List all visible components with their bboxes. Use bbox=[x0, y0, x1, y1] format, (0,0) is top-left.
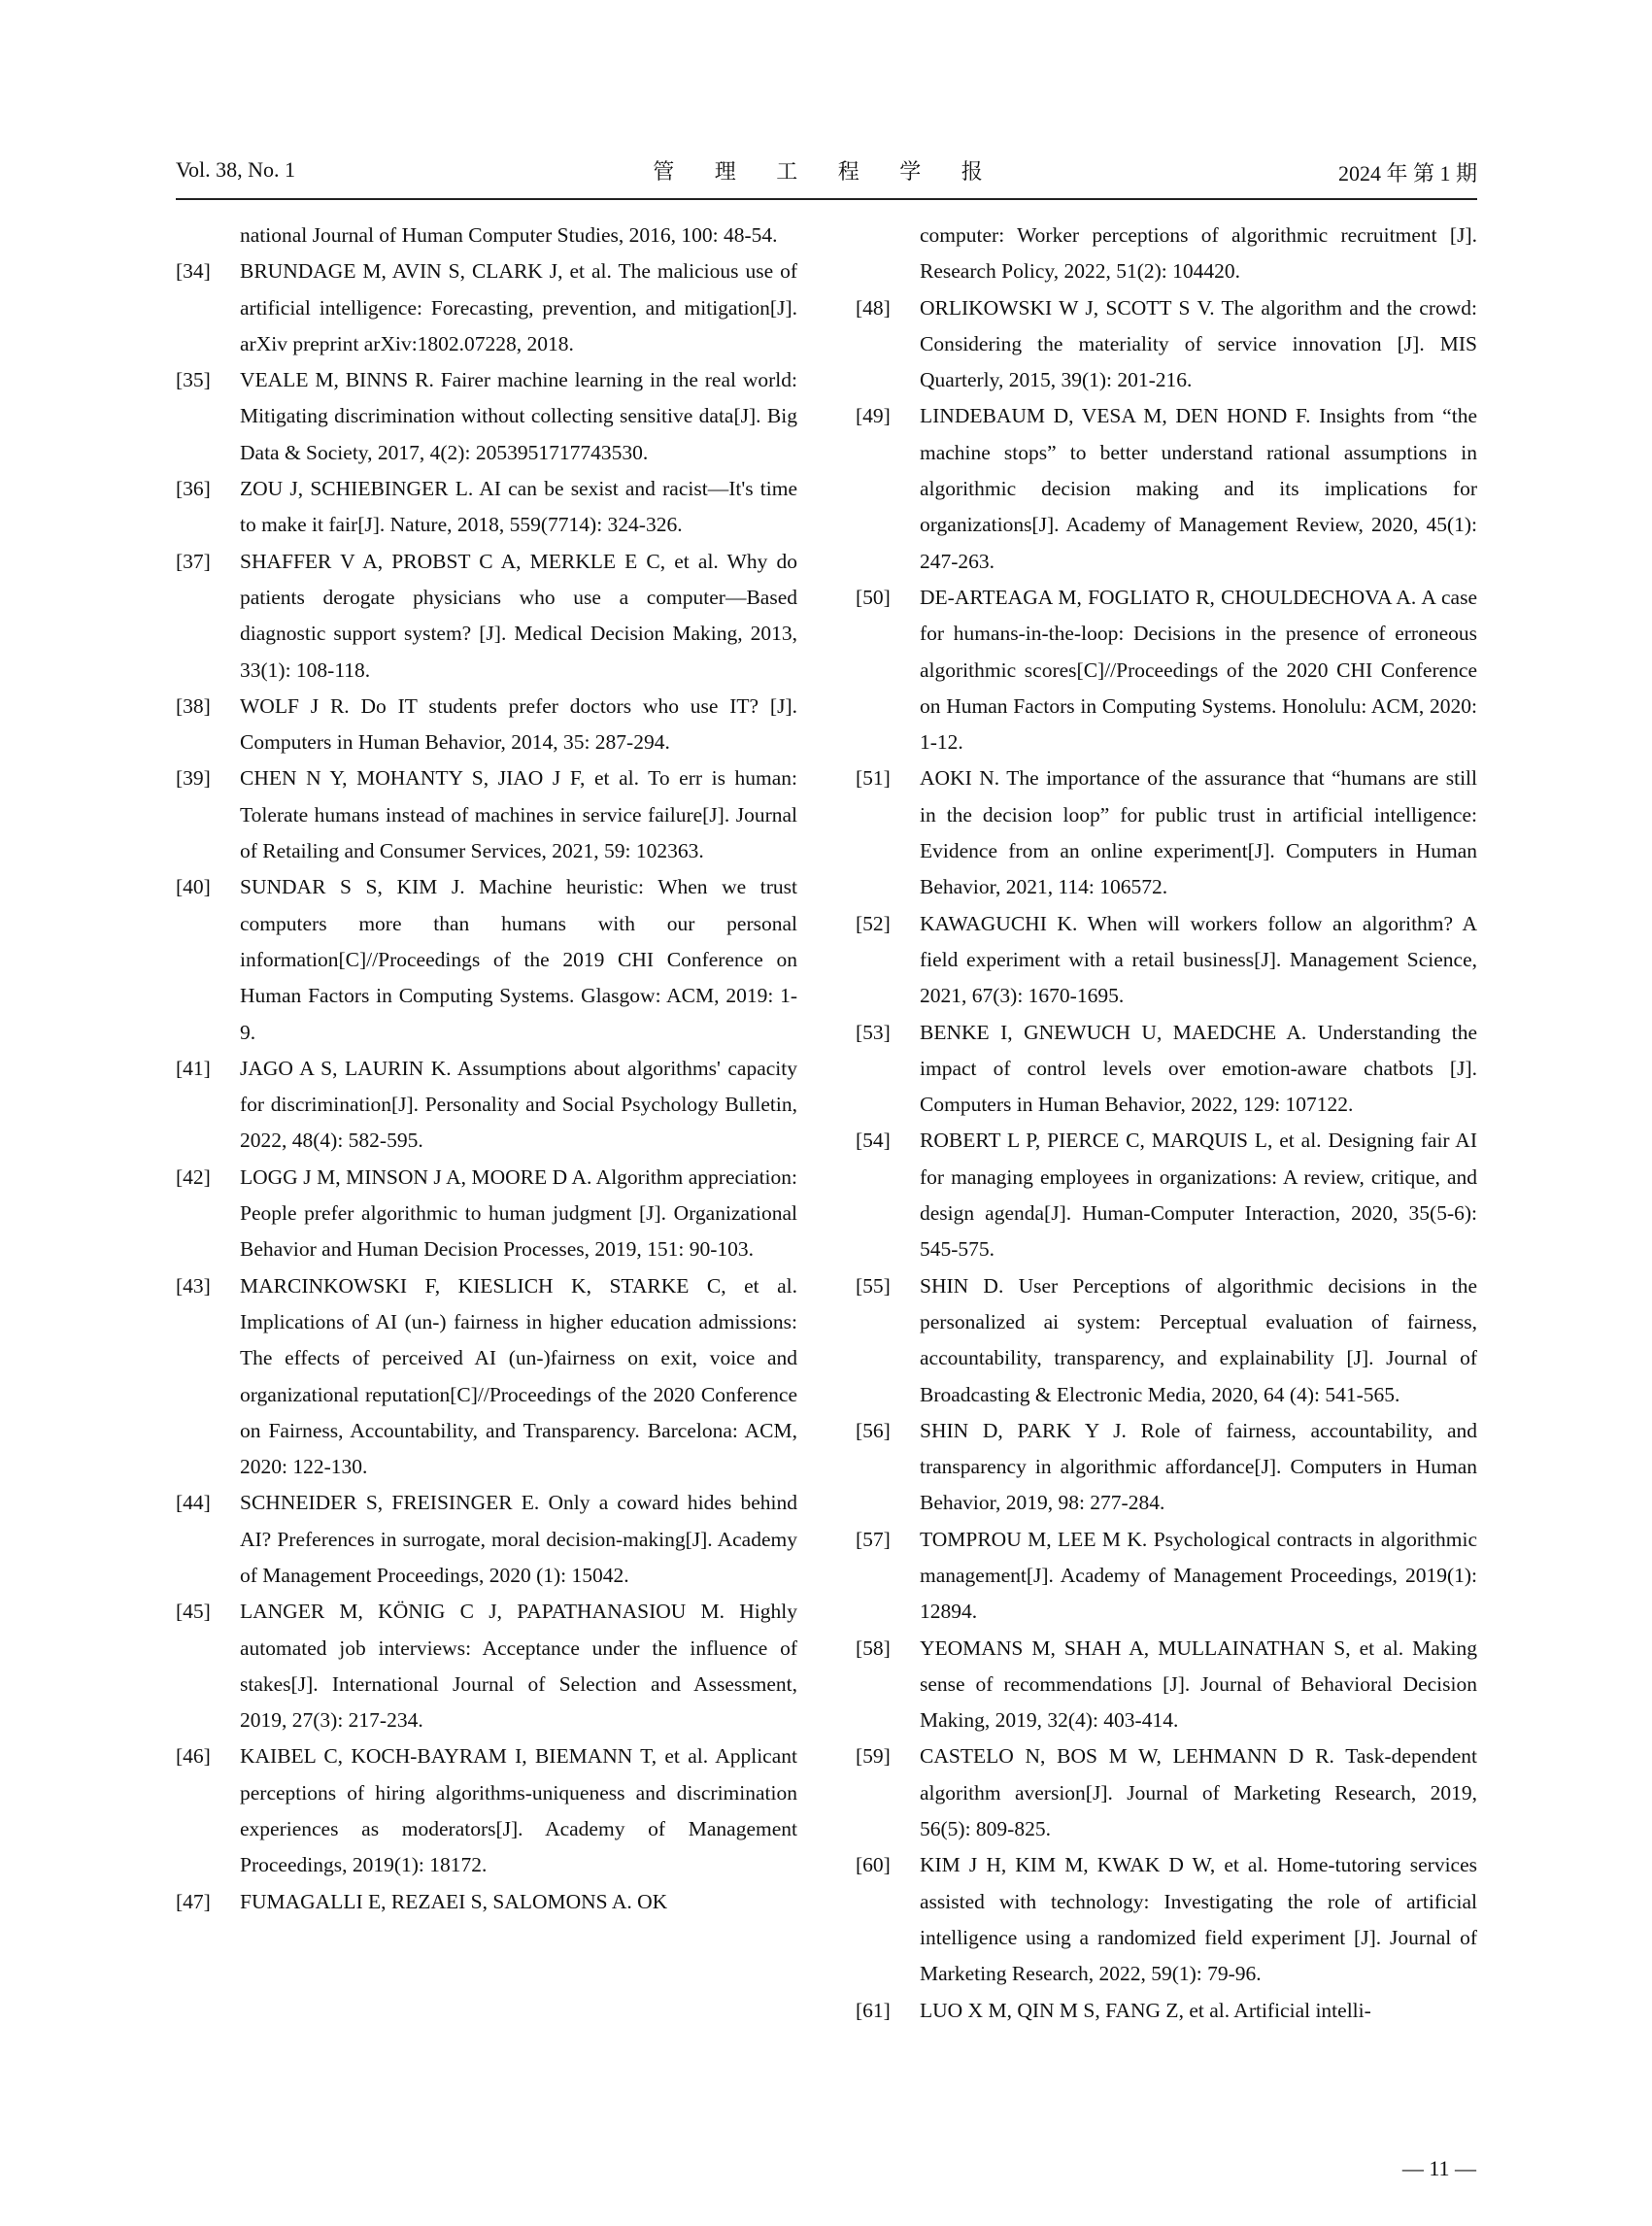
reference-text: ZOU J, SCHIEBINGER L. AI can be sexist and racist—It's time to make it fair[J]. Nature, 2018, 559(7714): 324-326. bbox=[240, 477, 797, 537]
reference-text: SCHNEIDER S, FREISINGER E. Only a coward hides behind AI? Preferences in surrogate, moral decision-making[J]. Academy of Management Proceedings, 2020 (1): 15042. bbox=[240, 1491, 797, 1587]
reference-text: ORLIKOWSKI W J, SCOTT S V. The algorithm and the crowd: Considering the materiality of service innovation [J]. MIS Quarterly, 2015, 39(1): 201-216. bbox=[920, 295, 1477, 392]
reference-number: [54] bbox=[856, 1129, 891, 1153]
reference-number: [60] bbox=[856, 1853, 891, 1877]
reference-text: SHIN D. User Perceptions of algorithmic decisions in the personalized ai system: Perceptual evaluation of fairness, accountability, transparency, and explainability [J]. Journal of Broadcasting & Electronic Media, 2020, 64 (4): 541-565. bbox=[920, 1273, 1477, 1406]
reference-text: DE-ARTEAGA M, FOGLIATO R, CHOULDECHOVA A. A case for humans-in-the-loop: Decisions in the presence of erroneous algorithmic scores[C]//Proceedings of the 2020 CHI Conference on Human Factors in Computing Systems. Honolulu: ACM, 2020: 1-12. bbox=[920, 585, 1477, 755]
reference-text: KAIBEL C, KOCH-BAYRAM I, BIEMANN T, et al. Applicant perceptions of hiring algorithms-uniqueness and discrimination experiences as moderators[J]. Academy of Management Proceedings, 2019(1): 18172. bbox=[240, 1744, 797, 1877]
reference-number: [50] bbox=[856, 585, 891, 609]
reference-entry bbox=[856, 1268, 1477, 1413]
reference-entry bbox=[856, 1123, 1477, 1267]
reference-number: [56] bbox=[856, 1418, 891, 1442]
reference-number: [57] bbox=[856, 1527, 891, 1551]
reference-entry bbox=[176, 1738, 797, 1883]
reference-number: [44] bbox=[176, 1491, 211, 1515]
reference-number: [48] bbox=[856, 295, 891, 320]
reference-entry bbox=[176, 1485, 797, 1594]
reference-text: JAGO A S, LAURIN K. Assumptions about algorithms' capacity for discrimination[J]. Personality and Social Psychology Bulletin, 2022, 48(4): 582-595. bbox=[240, 1056, 797, 1153]
reference-text: SUNDAR S S, KIM J. Machine heuristic: When we trust computers more than humans with our personal information[C]//Proceedings of the 2019 CHI Conference on Human Factors in Computing Systems. Glasgow: ACM, 2019: 1-9. bbox=[240, 875, 797, 1044]
reference-number: [53] bbox=[856, 1020, 891, 1044]
reference-text: FUMAGALLI E, REZAEI S, SALOMONS A. OK bbox=[240, 1889, 668, 1913]
reference-entry bbox=[176, 471, 797, 544]
reference-entry bbox=[856, 580, 1477, 760]
reference-text: AOKI N. The importance of the assurance that “humans are still in the decision loop” for public trust in artificial intelligence: Evidence from an online experiment[J]. Computers in Human Behavior, 2021, 114: 106572. bbox=[920, 766, 1477, 899]
reference-entry bbox=[856, 218, 1477, 290]
reference-text: ROBERT L P, PIERCE C, MARQUIS L, et al. Designing fair AI for managing employees in organizations: A review, critique, and design agenda[J]. Human-Computer Interaction, 2020, 35(5-6): 545-575. bbox=[920, 1129, 1477, 1262]
reference-entry bbox=[176, 362, 797, 471]
reference-number: [58] bbox=[856, 1636, 891, 1660]
reference-text: BRUNDAGE M, AVIN S, CLARK J, et al. The malicious use of artificial intelligence: Forecasting, prevention, and mitigation[J]. arXiv preprint arXiv:1802.07228, 2018. bbox=[240, 259, 797, 355]
reference-entry bbox=[856, 290, 1477, 399]
reference-number: [59] bbox=[856, 1744, 891, 1769]
reference-entry bbox=[856, 1413, 1477, 1522]
reference-text: KAWAGUCHI K. When will workers follow an algorithm? A field experiment with a retail business[J]. Management Science, 2021, 67(3): 1670-1695. bbox=[920, 911, 1477, 1008]
reference-number: [52] bbox=[856, 911, 891, 935]
reference-text: TOMPROU M, LEE M K. Psychological contracts in algorithmic management[J]. Academy of Management Proceedings, 2019(1): 12894. bbox=[920, 1527, 1477, 1624]
reference-text: computer: Worker perceptions of algorithmic recruitment [J]. Research Policy, 2022, 51(2): 104420. bbox=[920, 223, 1477, 284]
reference-number: [55] bbox=[856, 1273, 891, 1298]
reference-text: LINDEBAUM D, VESA M, DEN HOND F. Insights from “the machine stops” to better understand rational assumptions in algorithmic decision making and its implications for organizations[J]. Academy of Management Review, 2020, 45(1): 247-263. bbox=[920, 404, 1477, 573]
reference-number: [61] bbox=[856, 1998, 891, 2022]
reference-entry bbox=[176, 1051, 797, 1160]
left-column bbox=[176, 218, 797, 1920]
reference-number: [40] bbox=[176, 875, 211, 899]
reference-entry bbox=[176, 1160, 797, 1268]
reference-entry bbox=[176, 760, 797, 869]
reference-entry bbox=[176, 1594, 797, 1738]
reference-text: LUO X M, QIN M S, FANG Z, et al. Artificial intelli- bbox=[920, 1998, 1371, 2022]
reference-number: [35] bbox=[176, 368, 211, 392]
reference-text: YEOMANS M, SHAH A, MULLAINATHAN S, et al. Making sense of recommendations [J]. Journal of Behavioral Decision Making, 2019, 32(4): 403-414. bbox=[920, 1636, 1477, 1733]
reference-entry bbox=[176, 544, 797, 689]
reference-entry bbox=[856, 1522, 1477, 1631]
reference-text: BENKE I, GNEWUCH U, MAEDCHE A. Understanding the impact of control levels over emotion-aware chatbots [J]. Computers in Human Behavior, 2022, 129: 107122. bbox=[920, 1020, 1477, 1117]
reference-entry bbox=[176, 218, 797, 253]
reference-entry bbox=[176, 869, 797, 1050]
reference-number: [51] bbox=[856, 766, 891, 791]
reference-entry bbox=[176, 1884, 797, 1920]
reference-entry bbox=[856, 398, 1477, 579]
reference-number: [43] bbox=[176, 1273, 211, 1298]
reference-entry bbox=[176, 689, 797, 761]
reference-text: national Journal of Human Computer Studies, 2016, 100: 48-54. bbox=[240, 223, 778, 247]
page-number: — 11 — bbox=[1401, 2156, 1476, 2180]
reference-number: [38] bbox=[176, 693, 211, 718]
reference-text: WOLF J R. Do IT students prefer doctors who use IT? [J]. Computers in Human Behavior, 2014, 35: 287-294. bbox=[240, 693, 797, 755]
reference-number: [47] bbox=[176, 1889, 211, 1913]
reference-number: [39] bbox=[176, 766, 211, 791]
journal-issue: 2024 年 第 1 期 bbox=[1337, 161, 1477, 186]
reference-entry bbox=[176, 1268, 797, 1486]
journal-title: 管 理 工 程 学 报 bbox=[653, 159, 1000, 184]
running-header bbox=[176, 153, 1477, 200]
reference-text: CASTELO N, BOS M W, LEHMANN D R. Task-dependent algorithm aversion[J]. Journal of Marketing Research, 2019, 56(5): 809-825. bbox=[920, 1744, 1477, 1841]
reference-number: [46] bbox=[176, 1744, 211, 1769]
reference-entry bbox=[856, 760, 1477, 905]
reference-entry bbox=[856, 1631, 1477, 1739]
right-column bbox=[856, 218, 1477, 2029]
reference-text: KIM J H, KIM M, KWAK D W, et al. Home-tutoring services assisted with technology: Investigating the role of artificial intelligence using a randomized field experiment [J]. Journal of Marketing Research, 2022, 59(1): 79-96. bbox=[920, 1853, 1477, 1986]
reference-entry bbox=[856, 906, 1477, 1015]
reference-entry bbox=[856, 1738, 1477, 1847]
reference-number: [42] bbox=[176, 1164, 211, 1189]
reference-text: SHIN D, PARK Y J. Role of fairness, accountability, and transparency in algorithmic affordance[J]. Computers in Human Behavior, 2019, 98: 277-284. bbox=[920, 1418, 1477, 1515]
journal-volume: Vol. 38, No. 1 bbox=[176, 157, 296, 182]
reference-number: [34] bbox=[176, 259, 211, 284]
reference-number: [45] bbox=[176, 1600, 211, 1624]
reference-text: VEALE M, BINNS R. Fairer machine learning in the real world: Mitigating discrimination without collecting sensitive data[J]. Big Data & Society, 2017, 4(2): 2053951717743530. bbox=[240, 368, 797, 464]
reference-text: LOGG J M, MINSON J A, MOORE D A. Algorithm appreciation: People prefer algorithmic to human judgment [J]. Organizational Behavior and Human Decision Processes, 2019, 151: 90-103. bbox=[240, 1164, 797, 1262]
reference-entry bbox=[856, 1015, 1477, 1124]
reference-text: CHEN N Y, MOHANTY S, JIAO J F, et al. To err is human: Tolerate humans instead of machines in service failure[J]. Journal of Retailing and Consumer Services, 2021, 59: 102363. bbox=[240, 766, 797, 863]
reference-entry bbox=[176, 253, 797, 362]
reference-text: LANGER M, KÖNIG C J, PAPATHANASIOU M. Highly automated job interviews: Acceptance under the influence of stakes[J]. International Journal of Selection and Assessment, 2019, 27(3): 217-234. bbox=[240, 1600, 797, 1733]
reference-number: [37] bbox=[176, 549, 211, 573]
reference-number: [36] bbox=[176, 477, 211, 501]
reference-text: SHAFFER V A, PROBST C A, MERKLE E C, et al. Why do patients derogate physicians who use a computer—Based diagnostic support system? [J]. Medical Decision Making, 2013, 33(1): 108-118. bbox=[240, 549, 797, 682]
reference-number: [49] bbox=[856, 404, 891, 428]
reference-number: [41] bbox=[176, 1056, 211, 1080]
reference-text: MARCINKOWSKI F, KIESLICH K, STARKE C, et al. Implications of AI (un-) fairness in higher education admissions: The effects of perceived AI (un-)fairness on exit, voice and organizational reputation[C]//Proceedings of the 2020 Conference on Fairness, Accountability, and Transparency. Barcelona: ACM, 2020: 122-130. bbox=[240, 1273, 797, 1479]
reference-entry bbox=[856, 1993, 1477, 2029]
reference-entry bbox=[856, 1847, 1477, 1992]
